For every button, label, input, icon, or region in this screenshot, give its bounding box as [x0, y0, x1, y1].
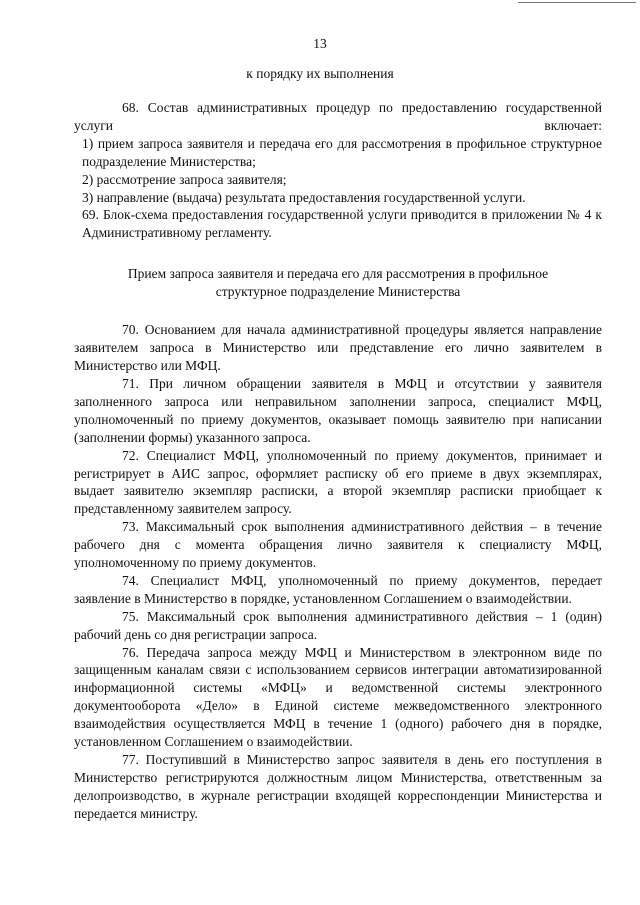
paragraph-76: 76. Передача запроса между МФЦ и Министерством в электронном виде по защищенным каналам связи с использованием сервисов интеграции автоматизированной информационной системы «МФЦ» и ведомственной системы электронного документооборота «Дело» в Единой системе межведомственного электронного взаимодействия осуществляется МФЦ в течение 1 (одного) рабочего дня в порядке, установленном Соглашением о взаимодействии.: [74, 644, 602, 750]
paragraph-77: 77. Поступивший в Министерство запрос заявителя в день его поступления в Министерство регистрируются должностным лицом Министерства, ответственным за делопроизводство, в журнале регистрации входящей корреспонденции Министерства и передается министру.: [74, 752, 602, 821]
paragraph-69: 69. Блок-схема предоставления государственной услуги приводится в приложении № 4 к Административному регламенту.: [82, 207, 602, 241]
list-item-2: 2) рассмотрение запроса заявителя;: [82, 171, 287, 187]
section-heading: Прием запроса заявителя и передача его для рассмотрения в профильное структурное подразделение Министерства: [127, 266, 549, 300]
top-right-rule: [518, 2, 636, 3]
paragraph-74: 74. Специалист МФЦ, уполномоченный по приему документов, передает заявление в Министерство в порядке, установленном Соглашением о взаимодействии.: [74, 572, 602, 606]
paragraph-73: 73. Максимальный срок выполнения административного действия – в течение рабочего дня с момента обращения лично заявителя к специалисту МФЦ, уполномоченному по приему документов.: [74, 519, 602, 571]
page-number: 13: [313, 36, 327, 51]
paragraph-71: 71. При личном обращении заявителя в МФЦ и отсутствии у заявителя заполненного запроса или неправильном заполнении запроса, специалист МФЦ, уполномоченный по приему документов, оказывает помощь заявителю при написании (заполнении формы) указанного запроса.: [74, 375, 602, 445]
section-subtitle: к порядку их выполнения: [246, 66, 394, 81]
paragraph-72: 72. Специалист МФЦ, уполномоченный по приему документов, принимает и регистрирует в АИС запрос, оформляет расписку об его приеме в двух экземплярах, выдает заявителю экземпляр расписки, а второй экземпляр расписки приобщает к представленному заявителем запросу.: [74, 447, 602, 517]
intake-section: [74, 321, 602, 822]
document-body: [74, 99, 602, 823]
paragraph-70: 70. Основанием для начала административной процедуры является направление заявителем запроса в Министерство или представление его лично заявителем в Министерство или МФЦ.: [74, 322, 602, 374]
list-item-1: 1) прием запроса заявителя и передача его для рассмотрения в профильное структурное подразделение Министерства;: [82, 135, 602, 169]
procedures-section: [74, 99, 602, 242]
list-item-3: 3) направление (выдача) результата предоставления государственной услуги.: [82, 189, 526, 205]
paragraph-75: 75. Максимальный срок выполнения административного действия – 1 (один) рабочий день со дня регистрации запроса.: [74, 608, 602, 642]
paragraph-68: 68. Состав административных процедур по предоставлению государственной услуги включает:: [74, 100, 602, 133]
